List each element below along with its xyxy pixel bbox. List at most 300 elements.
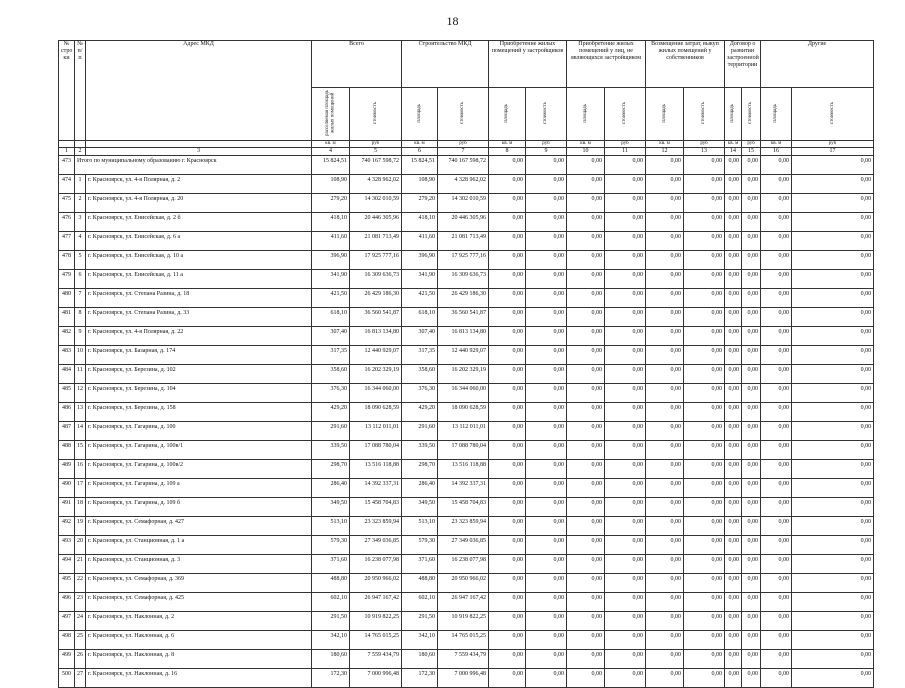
row-address: г. Красноярск, ул. 4-я Полярная, д. 22 <box>86 327 312 346</box>
row-construction-area: 513,10 <box>402 517 438 536</box>
row-total-area: 618,10 <box>312 308 350 327</box>
header-other: Другие <box>761 41 874 88</box>
subheader-cost: стоимость <box>684 88 725 141</box>
row-zero-value: 0,00 <box>526 612 567 631</box>
row-number: 490 <box>59 479 75 498</box>
row-number: 491 <box>59 498 75 517</box>
header-purchase-developers: Приобретение жилых помещений у застройщиков <box>489 41 567 88</box>
row-zero-value: 0,00 <box>605 631 646 650</box>
row-zero-value: 0,00 <box>646 308 684 327</box>
row-total-area: 286,40 <box>312 479 350 498</box>
row-total-area: 108,90 <box>312 175 350 194</box>
subheader-area: площадь <box>761 88 792 141</box>
row-zero-value: 0,00 <box>605 308 646 327</box>
row-construction-area: 298,70 <box>402 460 438 479</box>
unit-cell: кв. м <box>489 141 526 148</box>
row-total-cost: 26 947 167,42 <box>350 593 402 612</box>
column-number: 5 <box>350 148 402 156</box>
row-zero-value: 0,00 <box>792 422 874 441</box>
total-value: 740 167 598,72 <box>350 156 402 175</box>
row-address: г. Красноярск, ул. Семафорная, д. 425 <box>86 593 312 612</box>
row-zero-value: 0,00 <box>684 346 725 365</box>
row-zero-value: 0,00 <box>489 251 526 270</box>
row-zero-value: 0,00 <box>567 498 605 517</box>
units-empty-cell <box>86 141 312 148</box>
row-zero-value: 0,00 <box>742 346 761 365</box>
row-total-area: 339,50 <box>312 441 350 460</box>
row-zero-value: 0,00 <box>792 593 874 612</box>
row-zero-value: 0,00 <box>792 270 874 289</box>
subheader-area: площадь <box>567 88 605 141</box>
row-zero-value: 0,00 <box>605 365 646 384</box>
row-construction-area: 341,90 <box>402 270 438 289</box>
row-address: г. Красноярск, ул. Станционная, д. 3 <box>86 555 312 574</box>
row-number: 479 <box>59 270 75 289</box>
row-total-area: 341,90 <box>312 270 350 289</box>
row-zero-value: 0,00 <box>761 422 792 441</box>
row-construction-cost: 20 446 305,96 <box>438 213 489 232</box>
row-address: г. Красноярск, ул. Енисейская, д. 11 а <box>86 270 312 289</box>
row-zero-value: 0,00 <box>526 650 567 669</box>
row-zero-value: 0,00 <box>489 194 526 213</box>
total-value: 0,00 <box>742 156 761 175</box>
column-number: 17 <box>792 148 874 156</box>
row-total-area: 396,90 <box>312 251 350 270</box>
unit-cell: руб <box>526 141 567 148</box>
row-zero-value: 0,00 <box>605 574 646 593</box>
row-address: г. Красноярск, ул. Степана Разина, д. 18 <box>86 289 312 308</box>
row-address: г. Красноярск, ул. Наклонная, д. 8 <box>86 650 312 669</box>
table-row <box>59 498 874 517</box>
row-zero-value: 0,00 <box>725 422 742 441</box>
row-number: 475 <box>59 194 75 213</box>
row-zero-value: 0,00 <box>605 441 646 460</box>
unit-cell: руб <box>605 141 646 148</box>
row-zero-value: 0,00 <box>742 574 761 593</box>
row-zero-value: 0,00 <box>792 308 874 327</box>
header-total: Всего <box>312 41 402 88</box>
row-pp-number: 8 <box>75 308 86 327</box>
row-total-area: 579,30 <box>312 536 350 555</box>
row-address: г. Красноярск, ул. 4-я Полярная, д. 20 <box>86 194 312 213</box>
row-number: 482 <box>59 327 75 346</box>
row-zero-value: 0,00 <box>489 498 526 517</box>
row-zero-value: 0,00 <box>605 555 646 574</box>
row-total-cost: 15 458 704,83 <box>350 498 402 517</box>
row-zero-value: 0,00 <box>489 574 526 593</box>
row-construction-cost: 16 813 134,80 <box>438 327 489 346</box>
column-number: 15 <box>742 148 761 156</box>
row-total-cost: 16 202 329,19 <box>350 365 402 384</box>
subheader-resettled-area: расселяемая площадь жилых помещений <box>312 88 350 141</box>
row-zero-value: 0,00 <box>792 669 874 688</box>
row-zero-value: 0,00 <box>489 289 526 308</box>
row-number: 489 <box>59 460 75 479</box>
row-construction-area: 339,50 <box>402 441 438 460</box>
row-zero-value: 0,00 <box>742 479 761 498</box>
row-number: 480 <box>59 289 75 308</box>
row-zero-value: 0,00 <box>792 631 874 650</box>
table-row <box>59 270 874 289</box>
total-value: 15 824,51 <box>312 156 350 175</box>
row-zero-value: 0,00 <box>725 232 742 251</box>
row-pp-number: 23 <box>75 593 86 612</box>
row-zero-value: 0,00 <box>526 555 567 574</box>
row-zero-value: 0,00 <box>725 593 742 612</box>
column-number: 2 <box>75 148 86 156</box>
total-row-label: Итого по муниципальному образованию г. Красноярск <box>75 156 312 175</box>
column-number: 10 <box>567 148 605 156</box>
row-zero-value: 0,00 <box>526 422 567 441</box>
row-total-area: 358,60 <box>312 365 350 384</box>
subheader-cost: стоимость <box>742 88 761 141</box>
row-zero-value: 0,00 <box>684 213 725 232</box>
table-row <box>59 650 874 669</box>
row-number: 488 <box>59 441 75 460</box>
row-zero-value: 0,00 <box>684 270 725 289</box>
row-zero-value: 0,00 <box>489 517 526 536</box>
row-zero-value: 0,00 <box>742 669 761 688</box>
column-number: 11 <box>605 148 646 156</box>
row-zero-value: 0,00 <box>684 384 725 403</box>
header-agreement: Договор о развитии застроенной территории <box>725 41 761 88</box>
units-row <box>59 141 874 148</box>
row-zero-value: 0,00 <box>761 194 792 213</box>
row-zero-value: 0,00 <box>489 175 526 194</box>
column-number: 8 <box>489 148 526 156</box>
row-total-cost: 36 560 541,87 <box>350 308 402 327</box>
row-address: г. Красноярск, ул. Березина, д. 158 <box>86 403 312 422</box>
column-number: 7 <box>438 148 489 156</box>
row-zero-value: 0,00 <box>684 308 725 327</box>
row-pp-number: 12 <box>75 384 86 403</box>
row-zero-value: 0,00 <box>684 251 725 270</box>
row-zero-value: 0,00 <box>792 403 874 422</box>
column-numbers-row <box>59 148 874 156</box>
unit-cell: руб <box>792 141 874 148</box>
row-zero-value: 0,00 <box>567 308 605 327</box>
row-number: 486 <box>59 403 75 422</box>
row-zero-value: 0,00 <box>646 365 684 384</box>
row-zero-value: 0,00 <box>792 460 874 479</box>
row-pp-number: 17 <box>75 479 86 498</box>
row-zero-value: 0,00 <box>761 517 792 536</box>
row-zero-value: 0,00 <box>526 175 567 194</box>
units-empty-cell <box>59 141 75 148</box>
row-zero-value: 0,00 <box>684 612 725 631</box>
row-zero-value: 0,00 <box>489 650 526 669</box>
row-total-area: 429,20 <box>312 403 350 422</box>
row-zero-value: 0,00 <box>742 251 761 270</box>
row-pp-number: 3 <box>75 213 86 232</box>
row-zero-value: 0,00 <box>761 175 792 194</box>
row-zero-value: 0,00 <box>567 517 605 536</box>
row-construction-area: 307,40 <box>402 327 438 346</box>
row-zero-value: 0,00 <box>684 650 725 669</box>
total-value: 0,00 <box>725 156 742 175</box>
row-total-cost: 23 323 859,94 <box>350 517 402 536</box>
row-zero-value: 0,00 <box>526 327 567 346</box>
page-number: 18 <box>446 14 459 28</box>
row-zero-value: 0,00 <box>526 232 567 251</box>
row-zero-value: 0,00 <box>684 194 725 213</box>
row-construction-area: 396,90 <box>402 251 438 270</box>
table-row <box>59 631 874 650</box>
row-total-area: 172,30 <box>312 669 350 688</box>
row-zero-value: 0,00 <box>684 574 725 593</box>
table-row <box>59 175 874 194</box>
row-zero-value: 0,00 <box>567 403 605 422</box>
row-total-cost: 13 112 011,01 <box>350 422 402 441</box>
table-row <box>59 365 874 384</box>
table-row <box>59 308 874 327</box>
row-construction-cost: 13 516 118,88 <box>438 460 489 479</box>
row-total-area: 418,10 <box>312 213 350 232</box>
column-number: 3 <box>86 148 312 156</box>
row-zero-value: 0,00 <box>761 574 792 593</box>
row-address: г. Красноярск, ул. Базарная, д. 174 <box>86 346 312 365</box>
row-total-cost: 18 090 628,59 <box>350 403 402 422</box>
row-zero-value: 0,00 <box>742 650 761 669</box>
row-zero-value: 0,00 <box>792 289 874 308</box>
row-zero-value: 0,00 <box>684 631 725 650</box>
row-construction-cost: 14 302 010,59 <box>438 194 489 213</box>
row-total-area: 180,60 <box>312 650 350 669</box>
row-zero-value: 0,00 <box>567 422 605 441</box>
header-address: Адрес МКД <box>86 41 312 141</box>
row-zero-value: 0,00 <box>742 593 761 612</box>
row-construction-cost: 16 238 077,98 <box>438 555 489 574</box>
row-zero-value: 0,00 <box>792 498 874 517</box>
row-zero-value: 0,00 <box>761 479 792 498</box>
row-construction-cost: 14 392 337,31 <box>438 479 489 498</box>
row-zero-value: 0,00 <box>725 612 742 631</box>
row-zero-value: 0,00 <box>792 517 874 536</box>
row-zero-value: 0,00 <box>567 536 605 555</box>
row-pp-number: 16 <box>75 460 86 479</box>
row-total-area: 421,50 <box>312 289 350 308</box>
row-construction-area: 421,50 <box>402 289 438 308</box>
unit-cell: руб <box>742 141 761 148</box>
row-number: 474 <box>59 175 75 194</box>
row-zero-value: 0,00 <box>725 251 742 270</box>
row-zero-value: 0,00 <box>742 384 761 403</box>
row-zero-value: 0,00 <box>489 536 526 555</box>
row-total-cost: 16 813 134,80 <box>350 327 402 346</box>
row-zero-value: 0,00 <box>567 460 605 479</box>
row-zero-value: 0,00 <box>489 213 526 232</box>
row-pp-number: 7 <box>75 289 86 308</box>
row-zero-value: 0,00 <box>742 175 761 194</box>
row-zero-value: 0,00 <box>684 555 725 574</box>
row-zero-value: 0,00 <box>646 650 684 669</box>
row-construction-area: 488,80 <box>402 574 438 593</box>
header-purchase-others: Приобретение жилых помещений у лиц, не являющихся застройщиком <box>567 41 646 88</box>
row-zero-value: 0,00 <box>605 289 646 308</box>
row-pp-number: 10 <box>75 346 86 365</box>
row-zero-value: 0,00 <box>526 498 567 517</box>
row-zero-value: 0,00 <box>761 270 792 289</box>
row-total-area: 488,80 <box>312 574 350 593</box>
row-construction-cost: 27 349 036,85 <box>438 536 489 555</box>
unit-cell: кв. м <box>567 141 605 148</box>
row-construction-cost: 7 000 996,48 <box>438 669 489 688</box>
row-zero-value: 0,00 <box>567 441 605 460</box>
row-pp-number: 9 <box>75 327 86 346</box>
row-zero-value: 0,00 <box>725 536 742 555</box>
row-zero-value: 0,00 <box>646 479 684 498</box>
row-zero-value: 0,00 <box>725 270 742 289</box>
row-zero-value: 0,00 <box>489 346 526 365</box>
row-zero-value: 0,00 <box>646 498 684 517</box>
row-zero-value: 0,00 <box>725 213 742 232</box>
row-zero-value: 0,00 <box>725 384 742 403</box>
unit-cell: руб <box>684 141 725 148</box>
subheader-area: площадь <box>489 88 526 141</box>
row-zero-value: 0,00 <box>761 441 792 460</box>
row-zero-value: 0,00 <box>489 232 526 251</box>
row-zero-value: 0,00 <box>761 460 792 479</box>
row-zero-value: 0,00 <box>761 555 792 574</box>
row-zero-value: 0,00 <box>761 232 792 251</box>
row-zero-value: 0,00 <box>646 232 684 251</box>
row-zero-value: 0,00 <box>725 555 742 574</box>
row-address: г. Красноярск, ул. Наклонная, д. 2 <box>86 612 312 631</box>
row-zero-value: 0,00 <box>761 631 792 650</box>
table-row <box>59 536 874 555</box>
row-zero-value: 0,00 <box>761 593 792 612</box>
row-total-area: 291,60 <box>312 422 350 441</box>
row-zero-value: 0,00 <box>646 555 684 574</box>
row-zero-value: 0,00 <box>792 194 874 213</box>
row-zero-value: 0,00 <box>489 422 526 441</box>
row-zero-value: 0,00 <box>605 517 646 536</box>
row-zero-value: 0,00 <box>725 441 742 460</box>
row-zero-value: 0,00 <box>646 270 684 289</box>
row-zero-value: 0,00 <box>761 384 792 403</box>
row-zero-value: 0,00 <box>526 213 567 232</box>
row-zero-value: 0,00 <box>489 384 526 403</box>
row-total-cost: 27 349 036,85 <box>350 536 402 555</box>
row-construction-cost: 15 458 704,83 <box>438 498 489 517</box>
row-pp-number: 1 <box>75 175 86 194</box>
row-zero-value: 0,00 <box>605 346 646 365</box>
row-construction-cost: 16 202 329,19 <box>438 365 489 384</box>
table-row <box>59 479 874 498</box>
header-row-number: № стро ки <box>59 41 75 141</box>
row-zero-value: 0,00 <box>792 251 874 270</box>
table-row <box>59 574 874 593</box>
table-row <box>59 213 874 232</box>
row-zero-value: 0,00 <box>567 384 605 403</box>
row-zero-value: 0,00 <box>725 650 742 669</box>
row-construction-cost: 20 950 966,02 <box>438 574 489 593</box>
total-value: 0,00 <box>526 156 567 175</box>
column-number: 12 <box>646 148 684 156</box>
row-construction-area: 371,60 <box>402 555 438 574</box>
row-zero-value: 0,00 <box>646 422 684 441</box>
row-zero-value: 0,00 <box>646 194 684 213</box>
table-row <box>59 232 874 251</box>
row-construction-area: 317,35 <box>402 346 438 365</box>
row-zero-value: 0,00 <box>684 365 725 384</box>
row-pp-number: 13 <box>75 403 86 422</box>
row-zero-value: 0,00 <box>605 232 646 251</box>
row-zero-value: 0,00 <box>567 365 605 384</box>
row-address: г. Красноярск, ул. Енисейская, д. 10 а <box>86 251 312 270</box>
row-pp-number: 21 <box>75 555 86 574</box>
row-zero-value: 0,00 <box>792 612 874 631</box>
row-zero-value: 0,00 <box>725 175 742 194</box>
row-total-cost: 13 516 118,88 <box>350 460 402 479</box>
row-zero-value: 0,00 <box>605 593 646 612</box>
row-zero-value: 0,00 <box>646 612 684 631</box>
row-zero-value: 0,00 <box>526 479 567 498</box>
row-construction-cost: 36 560 541,87 <box>438 308 489 327</box>
row-zero-value: 0,00 <box>646 669 684 688</box>
row-zero-value: 0,00 <box>489 270 526 289</box>
unit-cell: руб <box>438 141 489 148</box>
row-construction-area: 180,60 <box>402 650 438 669</box>
row-zero-value: 0,00 <box>742 536 761 555</box>
column-number: 14 <box>725 148 742 156</box>
row-number: 498 <box>59 631 75 650</box>
table-row <box>59 612 874 631</box>
row-zero-value: 0,00 <box>684 289 725 308</box>
row-address: г. Красноярск, ул. Семафорная, д. 427 <box>86 517 312 536</box>
row-construction-cost: 16 344 060,00 <box>438 384 489 403</box>
row-zero-value: 0,00 <box>684 175 725 194</box>
row-zero-value: 0,00 <box>792 555 874 574</box>
row-pp-number: 19 <box>75 517 86 536</box>
row-zero-value: 0,00 <box>684 593 725 612</box>
total-value: 740 167 598,72 <box>438 156 489 175</box>
subheader-area: площадь <box>402 88 438 141</box>
table-row <box>59 555 874 574</box>
row-zero-value: 0,00 <box>742 460 761 479</box>
row-zero-value: 0,00 <box>605 479 646 498</box>
row-zero-value: 0,00 <box>526 346 567 365</box>
row-zero-value: 0,00 <box>605 270 646 289</box>
row-construction-area: 376,30 <box>402 384 438 403</box>
row-construction-area: 286,40 <box>402 479 438 498</box>
row-zero-value: 0,00 <box>489 555 526 574</box>
row-total-cost: 17 088 780,04 <box>350 441 402 460</box>
row-construction-cost: 17 925 777,16 <box>438 251 489 270</box>
row-zero-value: 0,00 <box>792 574 874 593</box>
row-zero-value: 0,00 <box>792 327 874 346</box>
row-zero-value: 0,00 <box>526 403 567 422</box>
row-zero-value: 0,00 <box>526 631 567 650</box>
row-total-area: 317,35 <box>312 346 350 365</box>
row-zero-value: 0,00 <box>605 650 646 669</box>
total-value: 0,00 <box>489 156 526 175</box>
table-row <box>59 460 874 479</box>
row-total-area: 291,50 <box>312 612 350 631</box>
total-value: 0,00 <box>761 156 792 175</box>
row-zero-value: 0,00 <box>489 403 526 422</box>
row-total-cost: 17 925 777,16 <box>350 251 402 270</box>
row-zero-value: 0,00 <box>526 593 567 612</box>
row-zero-value: 0,00 <box>742 631 761 650</box>
row-zero-value: 0,00 <box>725 289 742 308</box>
row-pp-number: 20 <box>75 536 86 555</box>
row-pp-number: 14 <box>75 422 86 441</box>
row-zero-value: 0,00 <box>567 555 605 574</box>
row-zero-value: 0,00 <box>761 612 792 631</box>
subheader-cost: стоимость <box>350 88 402 141</box>
row-zero-value: 0,00 <box>567 213 605 232</box>
